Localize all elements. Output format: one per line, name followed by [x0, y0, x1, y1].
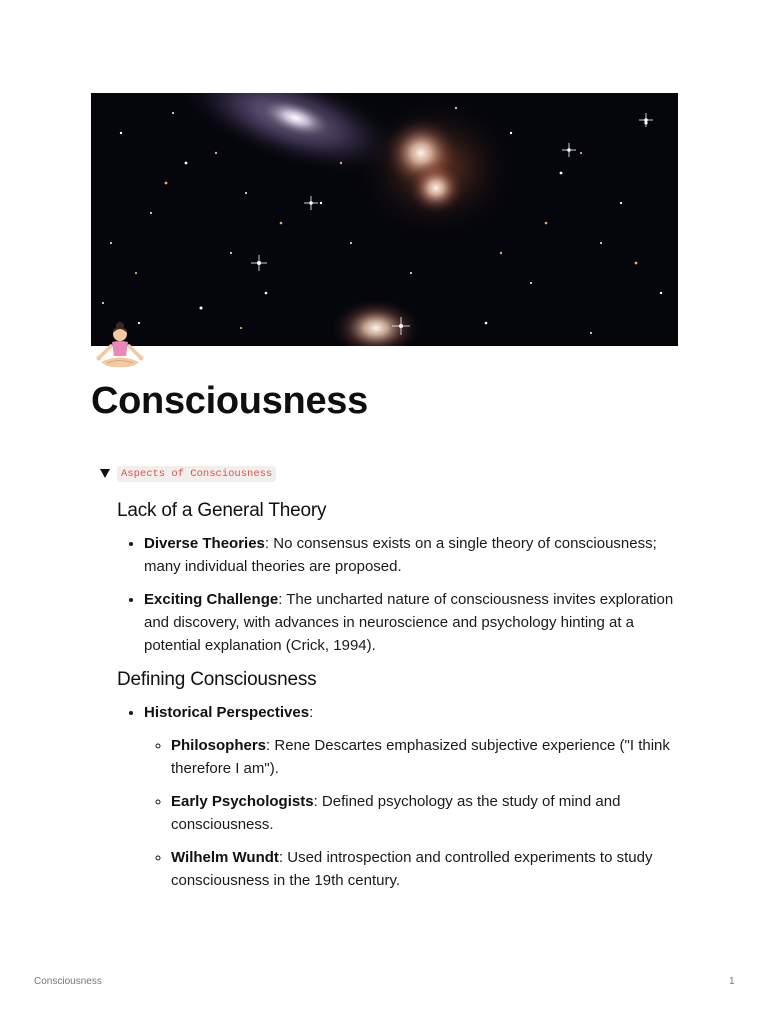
toggle-block-header[interactable]	[100, 464, 276, 484]
list-item-text: : Defined psychology as the study of mind and consciousness.	[171, 793, 621, 833]
list-item	[144, 532, 682, 578]
toggle-label-code: Aspects of Consciousness	[117, 466, 276, 482]
nested-bullet-list	[144, 734, 682, 892]
section-heading: Lack of a General Theory	[117, 500, 327, 521]
footer-page-number: 1	[729, 976, 735, 987]
list-item-term: Early Psychologists	[171, 793, 314, 810]
list-item-text: : The uncharted nature of consciousness invites exploration and discovery, with advances in neuroscience and psychology hinting at a potential explanation (Crick, 1994).	[144, 591, 674, 654]
toggle-triangle-icon[interactable]	[100, 469, 110, 478]
list-item-term: Wilhelm Wundt	[171, 849, 279, 866]
page-title: Consciousness	[91, 380, 368, 422]
nested-list-item	[171, 734, 682, 780]
nested-list-item	[171, 790, 682, 836]
list-item-term: Exciting Challenge	[144, 591, 279, 608]
bullet-list	[117, 701, 682, 892]
list-item-text: : Rene Descartes emphasized subjective experience ("I think therefore I am").	[171, 737, 670, 777]
list-item-term: Historical Perspectives	[144, 704, 310, 721]
cover-image	[91, 93, 678, 346]
list-item-text: : No consensus exists on a single theory of consciousness; many individual theories are proposed.	[144, 535, 657, 575]
list-item	[144, 701, 682, 892]
list-item-term: Philosophers	[171, 737, 267, 754]
list-item-term: Diverse Theories	[144, 535, 265, 552]
footer-doc-name: Consciousness	[34, 976, 102, 987]
list-item-text: :	[309, 704, 314, 721]
nested-list-item	[171, 846, 682, 892]
list-item	[144, 588, 682, 657]
section-heading: Defining Consciousness	[117, 669, 317, 690]
list-item-text: : Used introspection and controlled experiments to study consciousness in the 19th century.	[171, 849, 653, 889]
person-meditating-icon	[93, 320, 147, 374]
bullet-list	[117, 532, 682, 657]
toggle-content	[117, 500, 682, 902]
